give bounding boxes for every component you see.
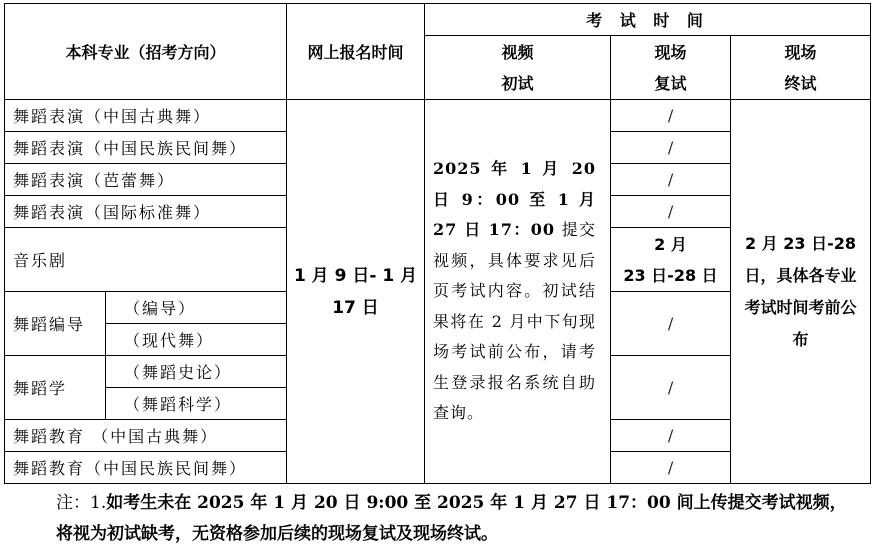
header-onsite-final: [731, 36, 871, 100]
major-sub-cell: （现代舞）: [106, 324, 287, 356]
footnote-prefix: 注：1.: [56, 493, 107, 513]
header-video-prelim-line2: 初试: [501, 73, 534, 93]
major-cell: 舞蹈编导: [5, 292, 106, 356]
final-text: 2 月 23 日-28 日，具体各专业考试时间考前公布: [744, 233, 857, 349]
major-cell: 舞蹈教育 （中国古典舞）: [5, 420, 287, 452]
video-date-range: 2025 年 1 月 20 日 9：00 至 1 月 27 日 17：00: [433, 159, 597, 240]
major-sub-cell: （编导）: [106, 292, 287, 324]
registration-time-text: 1 月 9 日- 1 月 17 日: [293, 265, 418, 318]
header-onsite-final-line1: 现场: [784, 42, 817, 62]
retest-cell-music: [611, 228, 731, 292]
major-cell: 舞蹈表演（芭蕾舞）: [5, 164, 287, 196]
retest-music-line1: 2 月: [654, 234, 687, 254]
footnote: [56, 488, 856, 550]
retest-cell: /: [611, 356, 731, 420]
header-registration: 网上报名时间: [287, 4, 425, 100]
header-video-prelim-line1: 视频: [501, 42, 534, 62]
major-cell: 舞蹈表演（中国古典舞）: [5, 100, 287, 132]
retest-cell: /: [611, 164, 731, 196]
major-sub-cell: （舞蹈科学）: [106, 388, 287, 420]
major-cell: 舞蹈表演（中国民族民间舞）: [5, 132, 287, 164]
retest-cell: /: [611, 100, 731, 132]
footnote-text: 如考生未在 2025 年 1 月 20 日 9:00 至 2025 年 1 月 27 日 17：00 间上传提交考试视频，将视为初试缺考，无资格参加后续的现场复试及现场终试。: [56, 493, 847, 544]
exam-schedule-table: [4, 3, 871, 484]
retest-cell: /: [611, 452, 731, 484]
major-cell: 舞蹈表演（国际标准舞）: [5, 196, 287, 228]
video-prelim-cell: [425, 100, 611, 484]
retest-cell: /: [611, 132, 731, 164]
header-major: 本科专业（招考方向）: [5, 4, 287, 100]
registration-time-cell: [287, 100, 425, 484]
retest-cell: /: [611, 292, 731, 356]
header-onsite-retest-line1: 现场: [654, 42, 687, 62]
header-exam-time: 考 试 时 间: [425, 4, 871, 36]
retest-cell: /: [611, 196, 731, 228]
major-cell: 舞蹈教育（中国民族民间舞）: [5, 452, 287, 484]
major-sub-cell: （舞蹈史论）: [106, 356, 287, 388]
header-onsite-retest-line2: 复试: [654, 73, 687, 93]
header-onsite-retest: [611, 36, 731, 100]
video-requirements-text: 提交视频，具体要求见后页考试内容。初试结果将在 2 月中下旬现场考试前公布，请考生登录报名系统自助查询。: [433, 220, 597, 423]
final-cell: [731, 100, 871, 484]
header-video-prelim: [425, 36, 611, 100]
major-cell: 舞蹈学: [5, 356, 106, 420]
retest-cell: /: [611, 420, 731, 452]
header-onsite-final-line2: 终试: [784, 73, 817, 93]
retest-music-line2: 23 日-28 日: [623, 265, 718, 285]
major-cell: 音乐剧: [5, 228, 287, 292]
